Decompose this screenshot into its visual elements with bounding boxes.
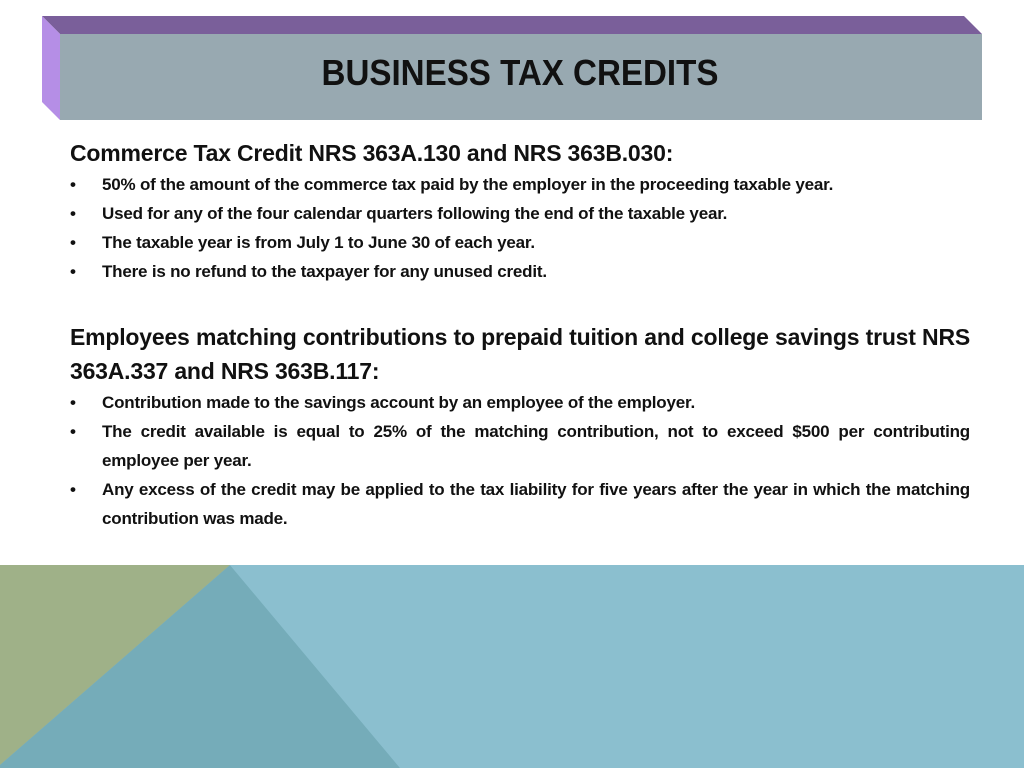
slide-title: BUSINESS TAX CREDITS <box>321 52 719 93</box>
bullet-dot: • <box>70 262 76 281</box>
bullet-text: The credit available is equal to 25% of the matching contribution, not to exceed $500 per contributing employee per year. <box>102 422 970 470</box>
bullet-text: 50% of the amount of the commerce tax paid by the employer in the proceeding taxable year. <box>102 175 834 194</box>
bullet-text: There is no refund to the taxpayer for any unused credit. <box>102 262 547 281</box>
bullet-text: Any excess of the credit may be applied to the tax liability for five years after the year in which the matching contribution was made. <box>102 480 970 528</box>
bullet-dot: • <box>70 422 76 441</box>
bullet-item <box>70 257 970 286</box>
decorative-bottom-band <box>0 565 1024 768</box>
bullet-list <box>70 388 970 533</box>
bullet-item <box>70 475 970 533</box>
bullet-item <box>70 388 970 417</box>
bullet-dot: • <box>70 233 76 252</box>
section-matching-contributions <box>70 320 970 533</box>
section-spacer <box>70 286 970 320</box>
section-heading: Employees matching contributions to prepaid tuition and college savings trust NRS 363A.337 and NRS 363B.117: <box>70 324 970 384</box>
bullet-list <box>70 170 970 286</box>
section-commerce-tax-credit <box>70 136 970 286</box>
bullet-item <box>70 170 970 199</box>
bullet-dot: • <box>70 175 76 194</box>
bullet-text: Contribution made to the savings account by an employee of the employer. <box>102 393 695 412</box>
bullet-dot: • <box>70 393 76 412</box>
banner-left-bevel <box>42 16 60 120</box>
bullet-dot: • <box>70 480 76 499</box>
section-heading: Commerce Tax Credit NRS 363A.130 and NRS 363B.030: <box>70 140 674 166</box>
banner-top-bevel <box>42 16 982 34</box>
bullet-item <box>70 228 970 257</box>
bullet-item <box>70 199 970 228</box>
bullet-dot: • <box>70 204 76 223</box>
bullet-item <box>70 417 970 475</box>
bullet-text: Used for any of the four calendar quarters following the end of the taxable year. <box>102 204 728 223</box>
bullet-text: The taxable year is from July 1 to June 30 of each year. <box>102 233 535 252</box>
slide-content <box>70 136 970 533</box>
